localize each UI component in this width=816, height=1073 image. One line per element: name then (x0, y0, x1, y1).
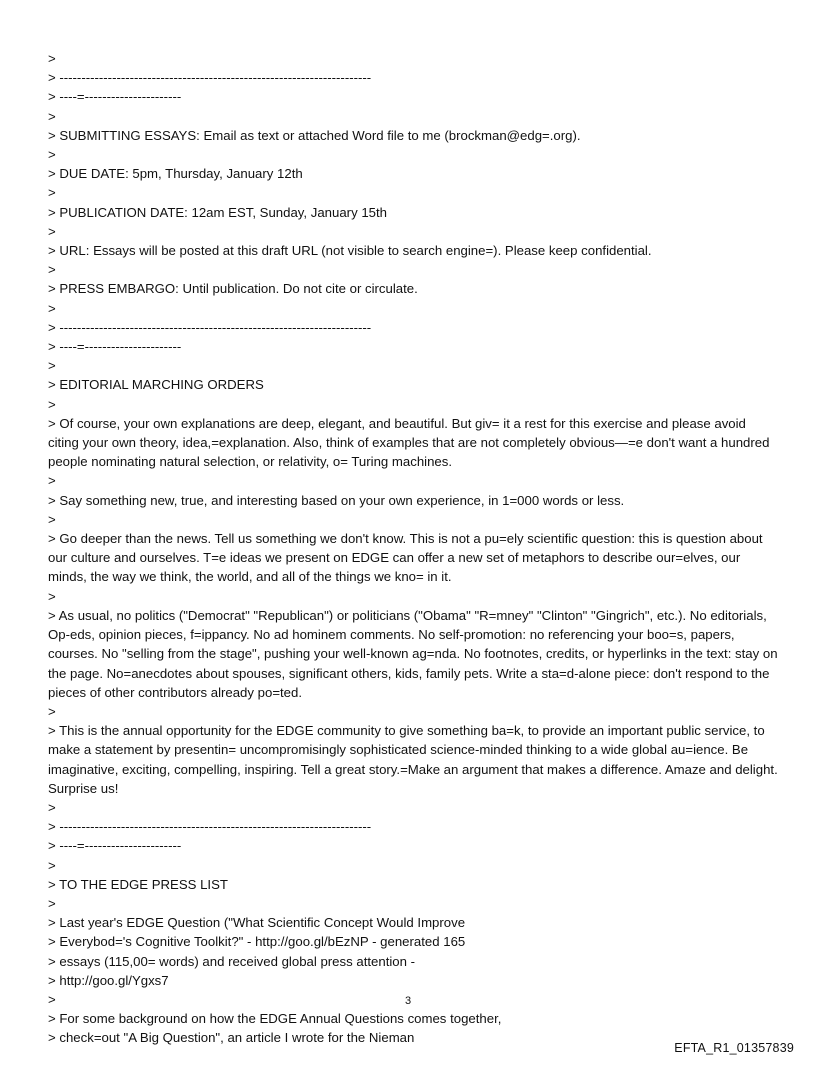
paragraph: > Go deeper than the news. Tell us something we don't know. This is not a pu=ely scientific question: this is question about our culture and ourselves. T=e ideas we present on EDGE can offer a new set of metaphors to describe our=elves, our minds, the way we think, the world, and all of the things we kno= in it. (48, 531, 763, 585)
separator-line: > ----=---------------------- (48, 89, 182, 105)
separator-line: > ----------------------------------------------------------------------- (48, 319, 372, 335)
separator-line: > ----=---------------------- (48, 339, 182, 355)
text-line: > (48, 396, 56, 412)
separator-line: > ----=---------------------- (48, 838, 182, 854)
section-heading: > EDITORIAL MARCHING ORDERS (48, 377, 264, 393)
separator-line: > ----------------------------------------------------------------------- (48, 70, 372, 86)
text-line: > (48, 511, 56, 527)
text-line: > For some background on how the EDGE Annual Questions comes together, (48, 1011, 502, 1027)
submitting-essays-line: > SUBMITTING ESSAYS: Email as text or attached Word file to me (brockman@edg=.org). (48, 127, 581, 143)
text-line: > (48, 703, 56, 719)
text-line: > (48, 185, 56, 201)
press-embargo-line: > PRESS EMBARGO: Until publication. Do not cite or circulate. (48, 281, 418, 297)
text-line: > (48, 300, 56, 316)
text-line: > (48, 262, 56, 278)
text-line: > Everybod='s Cognitive Toolkit?" - http://goo.gl/bEzNP - generated 165 (48, 934, 466, 950)
document-id-footer: EFTA_R1_01357839 (674, 1041, 794, 1055)
text-line: > (48, 991, 56, 1007)
text-line: > (48, 473, 56, 489)
text-line: > (48, 799, 56, 815)
paragraph: > As usual, no politics ("Democrat" "Republican") or politicians ("Obama" "R=mney" "Clinton" "Gingrich", etc.). No editorials, Op-eds, opinion pieces, f=ippancy. No ad hominem comments. No self-promotion: no referencing your boo=s, papers, courses. No "selling from the stage", pushing your well-known ag=nda. No footnotes, credits, or hyperlinks in the text: stay on the page. No=anecdotes about spouses, significant others, kids, family pets. Write a sta=d-alone piece: don't respond to the pieces of other contributors already po=ted. (48, 607, 778, 700)
url-line: > URL: Essays will be posted at this draft URL (not visible to search engine=). Please keep confidential. (48, 243, 652, 259)
text-line: > (48, 147, 56, 163)
text-line: > (48, 895, 56, 911)
text-line: > essays (115,00= words) and received global press attention - (48, 953, 416, 969)
text-line: > (48, 358, 56, 374)
text-line: > http://goo.gl/Ygxs7 (48, 972, 169, 988)
text-line: > (48, 108, 56, 124)
text-line: > check=out "A Big Question", an article I wrote for the Nieman (48, 1030, 415, 1046)
text-line: > Last year's EDGE Question ("What Scientific Concept Would Improve (48, 915, 466, 931)
page-number: 3 (404, 995, 412, 1007)
paragraph: > Of course, your own explanations are deep, elegant, and beautiful. But giv= it a rest for this exercise and please avoid citing your own theory, idea,=explanation. Also, think of examples that are not completely obvious—=e don't want a hundred people nominating natural selection, or relativity, o= Turing machines. (48, 415, 770, 470)
paragraph: > Say something new, true, and interesting based on your own experience, in 1=000 words or less. (48, 492, 625, 508)
section-heading: > TO THE EDGE PRESS LIST (48, 876, 228, 892)
text-line: > (48, 223, 56, 239)
due-date-line: > DUE DATE: 5pm, Thursday, January 12th (48, 166, 303, 182)
document-body (48, 49, 778, 1048)
paragraph: > This is the annual opportunity for the EDGE community to give something ba=k, to provide an important public service, to make a statement by presentin= uncompromisingly sophisticated science-minded thinking to a wide global au=ience. Be imaginative, exciting, compelling, inspiring. Tell a great story.=Make an argument that makes a difference. Amaze and delight. Surprise us! (48, 723, 778, 796)
text-line: > (48, 588, 56, 604)
publication-date-line: > PUBLICATION DATE: 12am EST, Sunday, January 15th (48, 204, 387, 220)
text-line: > (48, 857, 56, 873)
text-line: > (48, 51, 56, 66)
separator-line: > ----------------------------------------------------------------------- (48, 819, 372, 835)
